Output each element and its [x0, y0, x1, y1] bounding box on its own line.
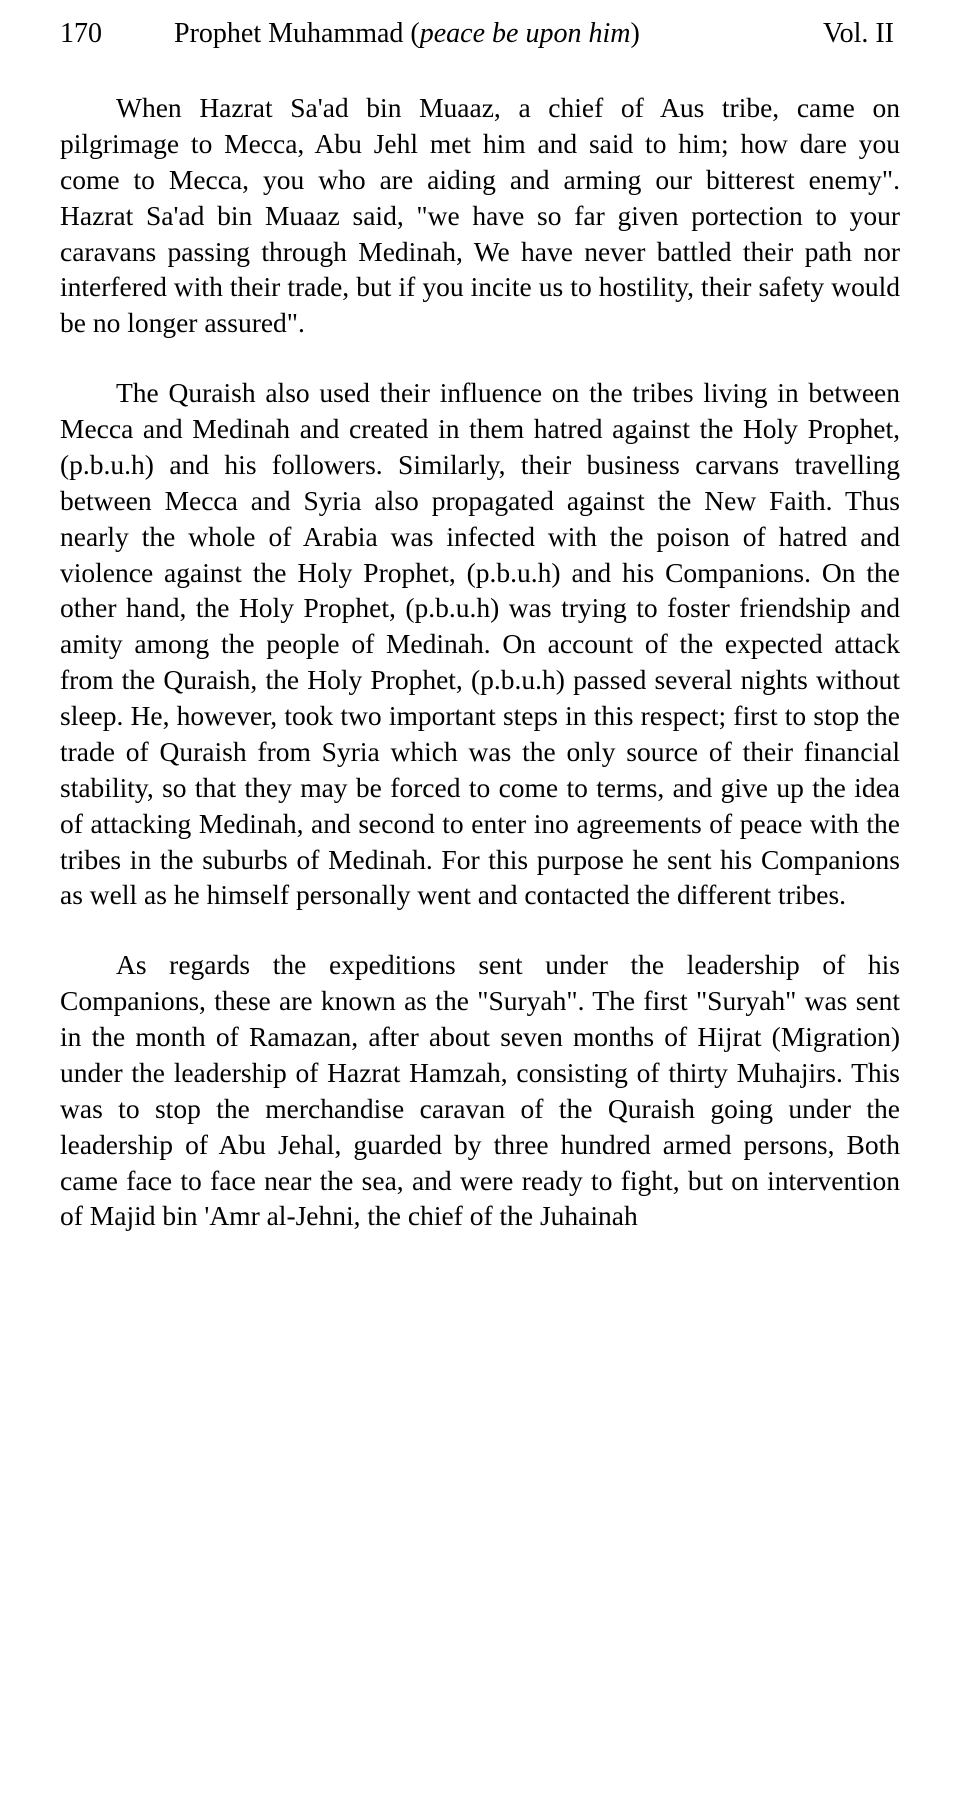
paragraph: The Quraish also used their influence on the tribes living in between Mecca and Medinah and created in them hatred against the Holy Prophet, (p.b.u.h) and his followers. Similarly, their business carvans travelling between Mecca and Syria also propagated against the New Faith. Thus nearly the whole of Arabia was infected with the poison of hatred and violence against the Holy Prophet, (p.b.u.h) and his Companions. On the other hand, the Holy Prophet, (p.b.u.h) was trying to foster friendship and amity among the people of Medinah. On account of the expected attack from the Quraish, the Holy Prophet, (p.b.u.h) passed several nights without sleep. He, however, took two important steps in this respect; first to stop the trade of Quraish from Syria which was the only source of their financial stability, so that they may be forced to come to terms, and give up the idea of attacking Medinah, and second to enter ino agreements of peace with the tribes in the suburbs of Medinah. For this purpose he sent his Companions as well as he himself personally went and contacted the different tribes. [60, 377, 900, 911]
running-title-italic: peace be upon him [419, 18, 631, 49]
running-title [160, 18, 823, 50]
running-title-prefix: Prophet Muhammad ( [174, 18, 420, 49]
page-header [60, 18, 900, 50]
paragraph: When Hazrat Sa'ad bin Muaaz, a chief of Aus tribe, came on pilgrimage to Mecca, Abu Jehl met him and said to him; how dare you come to Mecca, you who are aiding and arming our bitterest enemy". Hazrat Sa'ad bin Muaaz said, "we have so far given portection to your caravans passing through Medinah, We have never battled their path nor interfered with their trade, but if you incite us to hostility, their safety would be no longer assured". [60, 92, 900, 339]
volume-label: Vol. II [822, 18, 894, 49]
paragraph: As regards the expeditions sent under the leadership of his Companions, these are known as the "Suryah". The first "Suryah" was sent in the month of Ramazan, after about seven months of Hijrat (Migration) under the leadership of Hazrat Hamzah, consisting of thirty Muhajirs. This was to stop the merchandise caravan of the Quraish going under the leadership of Abu Jehal, guarded by three hundred armed persons, Both came face to face near the sea, and were ready to fight, but on intervention of Majid bin 'Amr al-Jehni, the chief of the Juhainah [60, 949, 900, 1232]
page-number: 170 [60, 18, 102, 49]
body-text [60, 90, 900, 1234]
running-title-suffix: ) [630, 18, 640, 49]
